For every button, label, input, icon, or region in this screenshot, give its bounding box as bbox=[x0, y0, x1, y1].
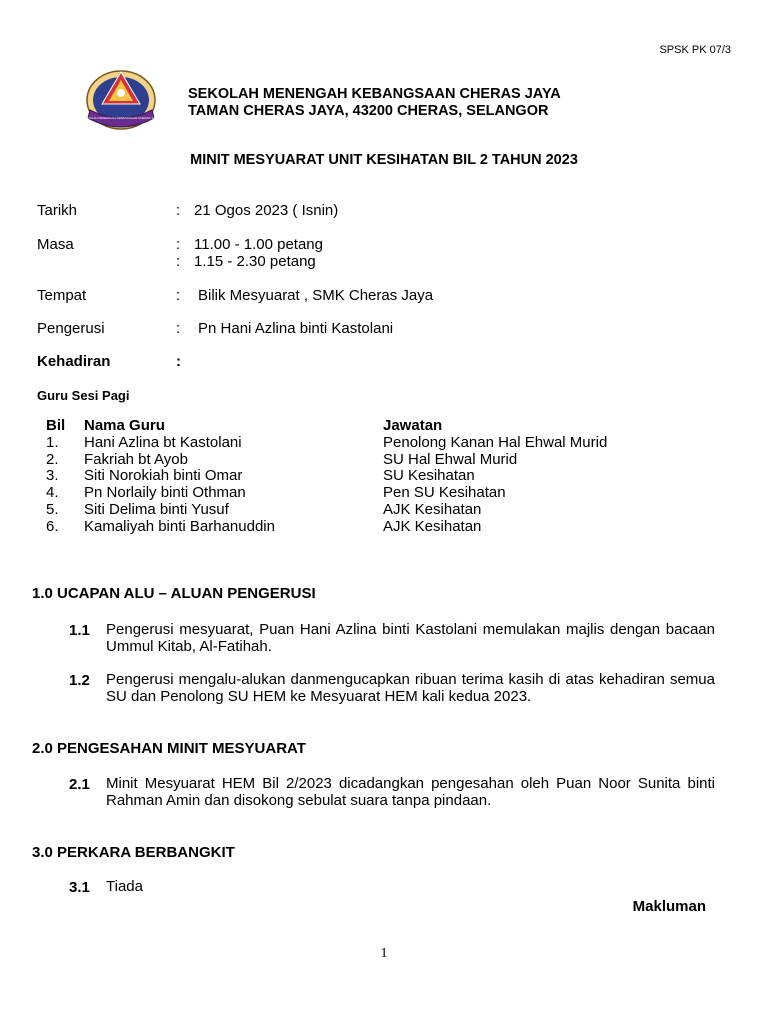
item-text-1-1: Pengerusi mesyuarat, Puan Hani Azlina binti Kastolani memulakan majlis dengan bacaan Ummul Kitab, Al-Fatihah. bbox=[106, 621, 715, 655]
masa-value-1: 11.00 - 1.00 petang bbox=[194, 236, 323, 253]
item-number-1-2: 1.2 bbox=[69, 672, 90, 689]
section-heading-2: 2.0 PENGESAHAN MINIT MESYUARAT bbox=[32, 740, 306, 757]
row-position: Penolong Kanan Hal Ehwal Murid bbox=[383, 433, 608, 451]
kehadiran-colon: : bbox=[176, 353, 181, 370]
row-bil: 3. bbox=[46, 467, 59, 485]
row-bil: 5. bbox=[46, 500, 59, 518]
row-name: Hani Azlina bt Kastolani bbox=[84, 433, 242, 451]
row-position: AJK Kesihatan bbox=[383, 500, 482, 518]
makluman-label: Makluman bbox=[632, 898, 706, 915]
school-logo bbox=[82, 66, 160, 132]
page-number: 1 bbox=[380, 946, 388, 961]
row-position: Pen SU Kesihatan bbox=[383, 484, 506, 502]
section-heading-1: 1.0 UCAPAN ALU – ALUAN PENGERUSI bbox=[32, 585, 316, 602]
attendance-header-row bbox=[42, 418, 607, 435]
pengerusi-label: Pengerusi bbox=[37, 320, 105, 337]
item-number-3-1: 3.1 bbox=[69, 879, 90, 896]
masa-colon-1: : bbox=[176, 236, 181, 253]
pengerusi-colon: : bbox=[176, 320, 181, 337]
tempat-colon: : bbox=[176, 287, 181, 304]
table-row bbox=[42, 502, 607, 519]
pengerusi-value: Pn Hani Azlina binti Kastolani bbox=[198, 320, 394, 337]
masa-colon-2: : bbox=[176, 253, 181, 270]
row-bil: 4. bbox=[46, 484, 59, 502]
table-row bbox=[42, 468, 607, 485]
tarikh-colon: : bbox=[176, 202, 181, 219]
attendance-section-title: Guru Sesi Pagi bbox=[37, 388, 130, 403]
item-text-1-2: Pengerusi mengalu-alukan danmengucapkan ribuan terima kasih di atas kehadiran semua SU dan Penolong SU HEM ke Mesyuarat HEM kali kedua 2023. bbox=[106, 671, 715, 705]
section-heading-3: 3.0 PERKARA BERBANGKIT bbox=[32, 844, 235, 861]
table-row bbox=[42, 485, 607, 502]
row-position: SU Hal Ehwal Murid bbox=[383, 450, 518, 468]
table-row bbox=[42, 435, 607, 452]
school-address: TAMAN CHERAS JAYA, 43200 CHERAS, SELANGOR bbox=[188, 103, 549, 119]
logo-text: SEKOLAH MENENGAH KEBANGSAAN CHERAS JAYA bbox=[83, 116, 159, 120]
tarikh-label: Tarikh bbox=[37, 202, 78, 219]
document-code: SPSK PK 07/3 bbox=[659, 44, 731, 56]
school-name: SEKOLAH MENENGAH KEBANGSAAN CHERAS JAYA bbox=[188, 86, 561, 102]
row-position: SU Kesihatan bbox=[383, 467, 475, 485]
item-text-3-1: Tiada bbox=[106, 878, 143, 895]
item-number-1-1: 1.1 bbox=[69, 622, 90, 639]
kehadiran-label: Kehadiran bbox=[37, 353, 111, 370]
row-name: Siti Norokiah binti Omar bbox=[84, 467, 243, 485]
tarikh-value: 21 Ogos 2023 ( Isnin) bbox=[194, 202, 339, 219]
school-header bbox=[188, 86, 561, 120]
header-bil: Bil bbox=[46, 417, 66, 434]
attendance-table bbox=[42, 418, 607, 536]
document-title: MINIT MESYUARAT UNIT KESIHATAN BIL 2 TAHUN 2023 bbox=[190, 152, 578, 168]
row-bil: 2. bbox=[46, 450, 59, 468]
row-name: Pn Norlaily binti Othman bbox=[84, 484, 246, 502]
row-name: Fakriah bt Ayob bbox=[84, 450, 188, 468]
row-name: Kamaliyah binti Barhanuddin bbox=[84, 517, 275, 535]
row-bil: 1. bbox=[46, 433, 59, 451]
table-row bbox=[42, 452, 607, 469]
row-bil: 6. bbox=[46, 517, 59, 535]
header-name: Nama Guru bbox=[84, 417, 165, 434]
masa-value-2: 1.15 - 2.30 petang bbox=[194, 253, 316, 270]
masa-label: Masa bbox=[37, 236, 74, 253]
header-position: Jawatan bbox=[383, 417, 443, 434]
item-number-2-1: 2.1 bbox=[69, 776, 90, 793]
row-position: AJK Kesihatan bbox=[383, 517, 482, 535]
table-row bbox=[42, 519, 607, 536]
item-text-2-1: Minit Mesyuarat HEM Bil 2/2023 dicadangkan pengesahan oleh Puan Noor Sunita binti Rahman Amin dan disokong sebulat suara tanpa pindaan. bbox=[106, 775, 715, 809]
row-name: Siti Delima binti Yusuf bbox=[84, 500, 229, 518]
tempat-label: Tempat bbox=[37, 287, 87, 304]
tempat-value: Bilik Mesyuarat , SMK Cheras Jaya bbox=[198, 287, 434, 304]
